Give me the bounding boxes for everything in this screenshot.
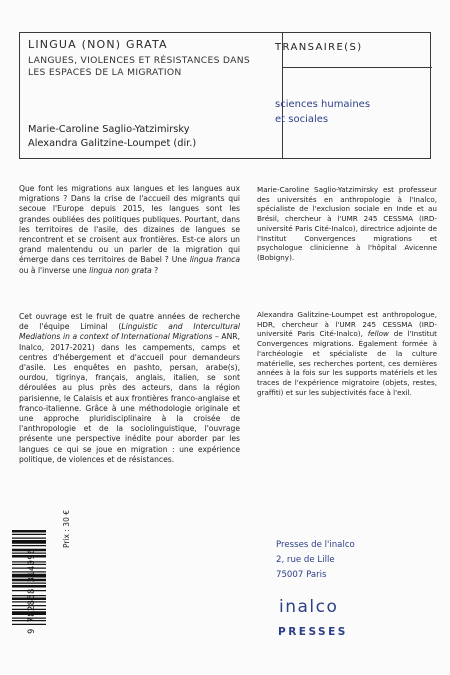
- isbn-barcode: [8, 528, 78, 668]
- subject-domain: [275, 97, 425, 127]
- author-name: Marie-Caroline Saglio-Yatzimirsky: [28, 124, 190, 135]
- summary-paragraph: [19, 184, 240, 276]
- presses-logo: PRESSES: [278, 626, 348, 638]
- emphasis-text: fellow: [367, 329, 389, 339]
- price-label: Prix : 30 €: [62, 510, 71, 548]
- bio-text: de l'Institut Convergences migrations. Également formée à l'archéologie et spécialiste de la culture matérielle, ses recherches portent, ces dernières années à la fois sur les supports matériels et les traces de l'expérience migratoire (objets, restes, graffiti) et sur les subjectivités face à l'exil.: [257, 329, 437, 397]
- publisher-address: [276, 538, 355, 583]
- bio-text: Alexandra Galitzine-Loumpet est anthropologue, HDR, chercheur à l'UMR 245 CESSMA (IRD-université Paris Cité-Inalco),: [257, 310, 437, 339]
- inalco-logo: inalco: [279, 597, 339, 617]
- emphasis-text: lingua non grata: [89, 265, 152, 275]
- summary-text: ou à l'inverse une: [19, 265, 90, 275]
- publisher-name: Presses de l'inalco: [276, 540, 355, 550]
- summary-text: ?: [151, 265, 159, 275]
- book-title: LINGUA (NON) GRATA: [28, 38, 168, 51]
- isbn-digits: 9 782858 314096: [27, 548, 37, 634]
- book-subtitle: LANGUES, VIOLENCES ET RÉSISTANCES DANS LES ESPACES DE LA MIGRATION: [28, 55, 251, 78]
- series-name: TRANSAIRE(S): [275, 42, 363, 53]
- emphasis-text: lingua franca: [189, 255, 240, 265]
- publisher-city: 75007 Paris: [276, 570, 327, 580]
- author-name: Alexandra Galitzine-Loumpet (dir.): [28, 138, 197, 149]
- summary-text: – ANR, Inalco, 2017-2021) dans les campements, camps et centres d'hébergement et d'accueil pour demandeurs d'asile. Les enquêtes en pashto, persan, arabe(s), ourdou, tigrinya, français, anglais, italien, se sont déroulées au plus près des acteurs, dans la région parisienne, le Calaisis et aux frontières franco-anglaise et franco-italienne. Grâce à une méthodologie originale et une approche pluridisciplinaire à la croisée de l'anthropologie et de la sociolinguistique, l'ouvrage présente une perspective inédite pour aborder par les langues ce qui se joue en migration : une expérience politique, de violences et de résistances.: [19, 332, 240, 464]
- author-bio: [257, 310, 437, 397]
- subject-domain-line: et sociales: [275, 114, 329, 125]
- emphasis-text: Linguistic and Intercultural Mediations in a context of International Migrations: [19, 322, 240, 342]
- subject-domain-line: sciences humaines: [275, 99, 371, 110]
- header-horizontal-divider: [282, 67, 432, 68]
- author-bio: Marie-Caroline Saglio-Yatzimirsky est professeur des universités en anthropologie à l'Inalco, spécialiste de l'exclusion sociale en Inde et au Brésil, chercheur à l'UMR 245 CESSMA (IRD-université Paris Cité-Inalco), directrice adjointe de l'Institut Convergences migrations et psychologue clinicienne à l'hôpital Avicenne (Bobigny).: [257, 185, 437, 262]
- publisher-street: 2, rue de Lille: [276, 555, 335, 565]
- summary-text: Cet ouvrage est le fruit de quatre années de recherche de l'équipe Liminal (: [19, 312, 240, 332]
- summary-text: Que font les migrations aux langues et les langues aux migrations ? Dans la crise de l'accueil des migrants qui secoue l'Europe depuis 2015, les langues sont les grandes oubliées des politiques publiques. Pourtant, dans les territoires de l'asile, des dizaines de langues se rencontrent et se croisent aux frontières. Est-ce alors un grand malentendu ou un parler de la migration qui émerge dans ces territoires de Babel ? Une: [19, 184, 240, 265]
- summary-paragraph: [19, 312, 240, 465]
